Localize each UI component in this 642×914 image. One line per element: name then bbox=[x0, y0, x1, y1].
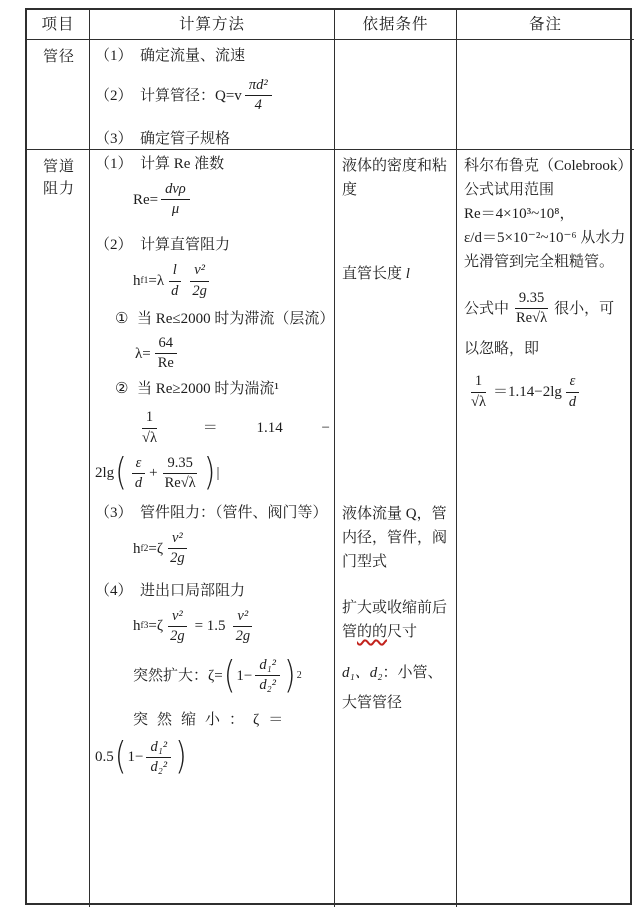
formula-part: 0.5 bbox=[95, 749, 114, 766]
condition-variable: d₁、d₂ bbox=[342, 665, 383, 681]
clause-turbulent bbox=[95, 378, 330, 401]
condition-density-viscosity: 液体的密度和粘度 bbox=[342, 158, 448, 198]
remark-colebrook-line: 光滑管到完全粗糙管。 bbox=[464, 254, 615, 270]
close-paren: ) bbox=[203, 450, 216, 495]
remark-colebrook-line: ε/d＝5×10⁻²~10⁻⁶ 从水力 bbox=[464, 230, 626, 246]
formula-hf3 bbox=[95, 608, 330, 645]
condition-variable: l bbox=[405, 266, 410, 282]
fraction-dvrho-mu bbox=[161, 181, 190, 218]
formula-part: − bbox=[321, 420, 330, 437]
condition-straight-pipe-length bbox=[342, 262, 453, 286]
justified-formula-line bbox=[135, 409, 330, 446]
step-1 bbox=[95, 153, 330, 175]
remark-ignore-text: 以忽略，即 bbox=[464, 341, 540, 358]
formula-part: h bbox=[133, 618, 141, 635]
formula-label: 突然扩大： bbox=[133, 667, 209, 684]
fraction-denominator: 2g bbox=[170, 627, 185, 644]
row-label-line: 管道 bbox=[42, 159, 75, 175]
step-text: （4） 进出口局部阻力 bbox=[95, 582, 246, 599]
condition-flow-fittings: 液体流量 Q，管内径，管件，阀门型式 bbox=[342, 506, 448, 570]
header-label: 计算方法 bbox=[178, 15, 245, 33]
header-cell-conditions bbox=[335, 10, 457, 40]
step-text: （3） 确定管子规格 bbox=[95, 131, 231, 148]
formula-part: 1.14 bbox=[256, 420, 283, 437]
header-cell-remarks bbox=[457, 10, 634, 40]
fraction-denominator: √λ bbox=[471, 393, 486, 410]
fraction-eps-d bbox=[131, 455, 146, 492]
fraction-numerator: 9.35 bbox=[163, 455, 196, 474]
fraction-1-sqrt-lambda bbox=[138, 409, 161, 446]
formula-hf2 bbox=[95, 530, 330, 567]
step-2 bbox=[95, 234, 330, 256]
row-pipe-resistance-label bbox=[27, 150, 90, 907]
fraction-935-re-sqrt-lambda bbox=[161, 455, 200, 492]
clause-text: 当 Re≤2000 时为滞流（层流） bbox=[137, 310, 335, 327]
formula-label: 突然缩小：ζ＝ bbox=[133, 711, 293, 728]
fraction-numerator: 1 bbox=[471, 373, 486, 392]
close-paren: ) bbox=[175, 734, 187, 779]
step-4 bbox=[95, 580, 330, 602]
row-pipe-resistance-remarks bbox=[457, 150, 634, 907]
fraction-denominator: d bbox=[568, 393, 577, 410]
header-label: 项目 bbox=[41, 15, 75, 33]
fraction-v2-2g bbox=[232, 608, 255, 645]
condition-text: ：小管、大管管径 bbox=[342, 665, 443, 711]
formula-part: ＝1.14−2lg bbox=[493, 384, 562, 401]
fraction-denominator: √λ bbox=[142, 429, 157, 446]
header-cell-method bbox=[90, 10, 335, 40]
fraction-l-d bbox=[167, 262, 182, 299]
formula-turbulent-line1 bbox=[95, 409, 330, 446]
fraction-denominator: 2g bbox=[235, 627, 251, 644]
fraction-numerator: 1 bbox=[142, 409, 157, 428]
formula-part: =λ bbox=[148, 273, 165, 290]
remark-text: 公式中 bbox=[464, 300, 510, 317]
remark-small-term bbox=[464, 290, 631, 327]
fraction-935-re-sqrt-lambda bbox=[512, 290, 551, 327]
fraction-v2-2g bbox=[188, 262, 211, 299]
formula-pipe-diameter bbox=[95, 77, 330, 114]
remark-colebrook-line: 公式试用范围 bbox=[464, 182, 555, 198]
row-label-text: 管径 bbox=[42, 49, 75, 65]
formula-lambda-64-re bbox=[95, 335, 330, 372]
clause-text: 当 Re≥2000 时为湍流¹ bbox=[137, 381, 279, 398]
fraction-denominator: d bbox=[171, 282, 179, 299]
fraction-64-re bbox=[154, 335, 178, 372]
formula-part: λ= bbox=[135, 345, 151, 362]
formula-sudden-contraction bbox=[95, 734, 330, 779]
clause-laminar bbox=[95, 308, 335, 331]
fraction-d1sq-d2sq bbox=[146, 739, 171, 776]
formula-part: Re= bbox=[133, 191, 159, 208]
circled-2-marker: ② bbox=[115, 381, 129, 398]
calculation-table bbox=[25, 8, 632, 905]
fraction-denominator: d bbox=[134, 474, 143, 491]
formula-superscript: 2 bbox=[296, 669, 302, 681]
open-paren: ( bbox=[223, 653, 236, 698]
step-text: （1） 计算 Re 准数 bbox=[95, 156, 225, 172]
remark-text: 很小，可 bbox=[554, 300, 615, 317]
fraction-1-sqrt-lambda bbox=[467, 373, 490, 410]
remark-simplified-formula bbox=[464, 373, 631, 410]
fraction-numerator: v² bbox=[168, 608, 187, 627]
formula-part: =ζ bbox=[148, 618, 164, 635]
fraction-numerator: ε bbox=[566, 373, 580, 392]
fraction-denominator: 2g bbox=[170, 550, 185, 567]
header-label: 备注 bbox=[528, 15, 562, 33]
fraction-numerator: d₁² bbox=[255, 657, 280, 676]
formula-hf1 bbox=[95, 262, 330, 299]
formula-part: 1− bbox=[236, 667, 253, 684]
fraction-numerator: 64 bbox=[155, 335, 178, 354]
fraction-denominator: Re bbox=[157, 355, 174, 372]
condition-text: 直管长度 bbox=[342, 266, 403, 282]
formula-part: Q=v bbox=[215, 87, 242, 104]
condition-d1-d2-definition bbox=[342, 658, 453, 718]
formula-reynolds bbox=[95, 181, 330, 218]
fraction-numerator: ε bbox=[132, 455, 146, 474]
formula-subscript: f1 bbox=[140, 276, 149, 287]
step-3 bbox=[95, 502, 330, 524]
step-text: （2） 计算管径： bbox=[95, 87, 216, 104]
header-label: 依据条件 bbox=[362, 15, 429, 33]
fraction-numerator: πd² bbox=[245, 77, 272, 96]
fraction-eps-d bbox=[565, 373, 580, 410]
formula-part: ＝ bbox=[202, 420, 218, 437]
formula-part: 1− bbox=[127, 749, 144, 766]
fraction-denominator: d₂² bbox=[259, 677, 277, 694]
fraction-numerator: v² bbox=[233, 608, 252, 627]
fraction-denominator: 2g bbox=[192, 282, 207, 299]
row-pipe-diameter-method bbox=[90, 40, 335, 150]
remark-colebrook-line: Re＝4×10³~10⁸， bbox=[464, 206, 575, 222]
open-paren: ( bbox=[115, 450, 127, 495]
row-pipe-diameter-conditions-empty bbox=[335, 40, 457, 150]
fraction-pi-d2-4 bbox=[245, 77, 272, 114]
row-pipe-resistance-method bbox=[90, 150, 335, 907]
row-label-line: 阻力 bbox=[42, 181, 75, 197]
formula-artifact-bar: | bbox=[216, 465, 220, 482]
step-3 bbox=[95, 128, 330, 150]
formula-sudden-contraction-label bbox=[95, 709, 330, 731]
condition-text: 扩大或收缩前后管 bbox=[342, 600, 448, 640]
fraction-denominator: Re√λ bbox=[516, 310, 548, 327]
formula-part: h bbox=[133, 273, 141, 290]
fraction-numerator: l bbox=[169, 262, 181, 281]
fraction-d1sq-d2sq bbox=[255, 657, 280, 694]
step-text: （3） 管件阻力：（管件、阀门等） bbox=[95, 505, 328, 522]
condition-pipe-sizes bbox=[342, 596, 453, 644]
step-text: （2） 计算直管阻力 bbox=[95, 237, 231, 254]
fraction-v2-2g bbox=[166, 608, 189, 645]
condition-text: 尺寸 bbox=[387, 624, 418, 640]
circled-1-marker: ① bbox=[115, 310, 129, 327]
fraction-denominator: d₂² bbox=[150, 758, 168, 775]
formula-part: ζ= bbox=[208, 667, 223, 684]
formula-part: + bbox=[149, 465, 158, 482]
fraction-denominator: Re√λ bbox=[164, 474, 196, 491]
close-paren: ) bbox=[284, 653, 296, 698]
formula-subscript: f2 bbox=[140, 543, 149, 554]
formula-part: = 1.5 bbox=[194, 618, 226, 635]
fraction-numerator: dvρ bbox=[161, 181, 190, 200]
row-pipe-diameter-remarks-empty bbox=[457, 40, 634, 150]
fraction-numerator: 9.35 bbox=[515, 290, 548, 309]
fraction-numerator: v² bbox=[168, 530, 187, 549]
misspelled-text-squiggle: 的的 bbox=[357, 624, 388, 640]
fraction-numerator: d₁² bbox=[146, 739, 171, 758]
row-pipe-diameter-label bbox=[27, 40, 90, 150]
fraction-v2-2g bbox=[166, 530, 189, 567]
step-1 bbox=[95, 45, 330, 67]
remark-colebrook-line: 科尔布鲁克（Colebrook） bbox=[464, 158, 633, 174]
header-cell-item bbox=[27, 10, 90, 40]
fraction-numerator: v² bbox=[190, 262, 209, 281]
formula-part: h bbox=[133, 540, 141, 557]
formula-part: 2lg bbox=[95, 465, 115, 482]
formula-subscript: f3 bbox=[140, 621, 149, 632]
step-text: （1） 确定流量、流速 bbox=[95, 48, 246, 64]
fraction-denominator: 4 bbox=[254, 97, 262, 114]
formula-turbulent-line2 bbox=[95, 450, 330, 495]
row-pipe-resistance-conditions bbox=[335, 150, 457, 907]
open-paren: ( bbox=[114, 734, 127, 779]
formula-part: =ζ bbox=[148, 540, 164, 557]
formula-sudden-expansion bbox=[95, 653, 330, 698]
fraction-denominator: μ bbox=[171, 201, 180, 218]
